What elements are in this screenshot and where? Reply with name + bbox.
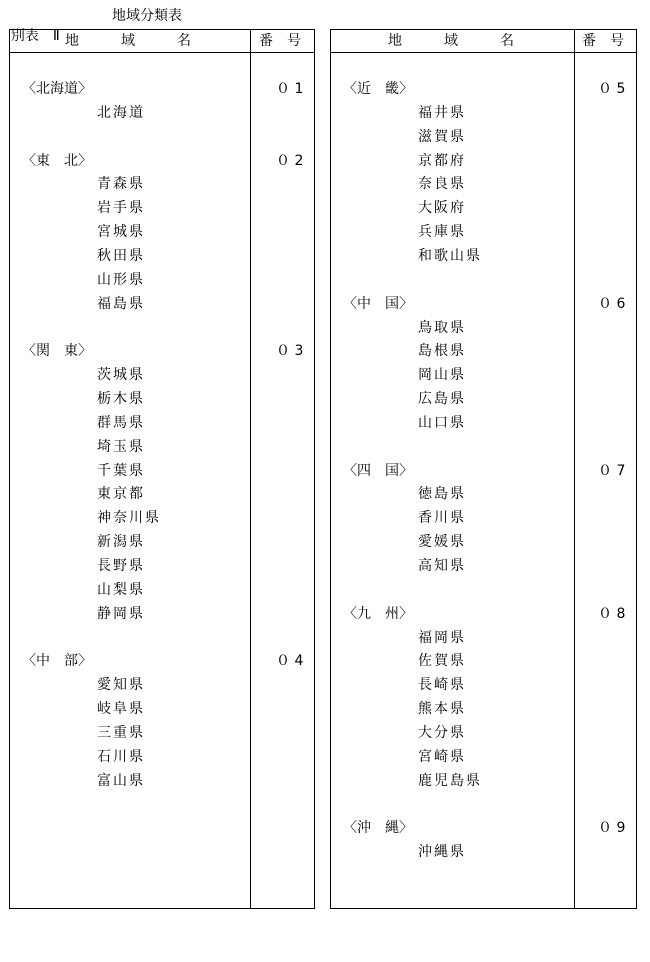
prefecture-name: 山口県 (418, 415, 466, 431)
region-row (331, 292, 636, 316)
prefecture-name: 岩手県 (97, 200, 145, 216)
prefecture-name: 広島県 (418, 391, 466, 407)
prefecture-name: 福島県 (97, 296, 145, 312)
prefecture-name: 鳥取県 (418, 320, 466, 336)
prefecture-name: 石川県 (97, 749, 145, 765)
prefecture-row (10, 268, 314, 292)
prefecture-name: 福岡県 (418, 630, 466, 646)
prefecture-name: 長野県 (97, 558, 145, 574)
prefecture-row (331, 626, 636, 650)
prefecture-name: 滋賀県 (418, 129, 466, 145)
prefecture-name: 茨城県 (97, 367, 145, 383)
header-number-col: 番 号 (259, 33, 301, 49)
region-code: ０ 7 (598, 463, 626, 479)
region-row (331, 77, 636, 101)
prefecture-name: 沖縄県 (418, 844, 466, 860)
prefecture-row (331, 530, 636, 554)
prefecture-row (10, 220, 314, 244)
right-region-table (330, 29, 637, 909)
prefecture-name: 愛媛県 (418, 534, 466, 550)
prefecture-name: 兵庫県 (418, 224, 466, 240)
region-name: 〈九 州〉 (343, 606, 413, 622)
table-header (10, 30, 314, 53)
prefecture-row (331, 482, 636, 506)
prefecture-row (10, 292, 314, 316)
prefecture-name: 奈良県 (418, 176, 466, 192)
header-name-col: 地 域 名 (65, 33, 191, 49)
prefecture-name: 島根県 (418, 343, 466, 359)
region-name: 〈近 畿〉 (343, 81, 413, 97)
prefecture-row (331, 387, 636, 411)
prefecture-name: 山形県 (97, 272, 145, 288)
prefecture-row (10, 721, 314, 745)
prefecture-row (10, 387, 314, 411)
prefecture-row (10, 459, 314, 483)
region-code: ０ 5 (598, 81, 626, 97)
prefecture-name: 栃木県 (97, 391, 145, 407)
prefecture-name: 長崎県 (418, 677, 466, 693)
prefecture-row (10, 745, 314, 769)
left-region-table (9, 29, 315, 909)
prefecture-row (331, 649, 636, 673)
prefecture-name: 富山県 (97, 773, 145, 789)
prefecture-row (10, 673, 314, 697)
prefecture-row (331, 673, 636, 697)
prefecture-row (331, 196, 636, 220)
region-name: 〈北海道〉 (22, 81, 92, 97)
prefecture-row (331, 316, 636, 340)
prefecture-row (331, 363, 636, 387)
prefecture-row (10, 101, 314, 125)
prefecture-name: 岐阜県 (97, 701, 145, 717)
region-name: 〈中 部〉 (22, 653, 92, 669)
prefecture-row (331, 101, 636, 125)
prefecture-name: 大分県 (418, 725, 466, 741)
prefecture-name: 神奈川県 (97, 510, 161, 526)
prefecture-row (331, 721, 636, 745)
prefecture-row (10, 482, 314, 506)
prefecture-name: 千葉県 (97, 463, 145, 479)
prefecture-row (10, 172, 314, 196)
prefecture-name: 岡山県 (418, 367, 466, 383)
prefecture-name: 徳島県 (418, 486, 466, 502)
prefecture-row (331, 172, 636, 196)
table-header (331, 30, 636, 53)
region-row (10, 649, 314, 673)
region-code: ０ 3 (276, 343, 304, 359)
prefecture-name: 鹿児島県 (418, 773, 482, 789)
region-code: ０ 1 (276, 81, 304, 97)
prefecture-row (331, 554, 636, 578)
region-row (10, 77, 314, 101)
prefecture-row (331, 220, 636, 244)
region-name: 〈四 国〉 (343, 463, 413, 479)
region-name: 〈中 国〉 (343, 296, 413, 312)
prefecture-row (331, 697, 636, 721)
prefecture-name: 福井県 (418, 105, 466, 121)
title-label: 別表 Ⅱ (10, 28, 60, 44)
prefecture-name: 群馬県 (97, 415, 145, 431)
prefecture-name: 三重県 (97, 725, 145, 741)
prefecture-name: 熊本県 (418, 701, 466, 717)
title-subtitle: 地域分類表 (112, 8, 182, 24)
prefecture-row (10, 196, 314, 220)
prefecture-row (10, 554, 314, 578)
prefecture-name: 高知県 (418, 558, 466, 574)
prefecture-name: 北海道 (97, 105, 145, 121)
prefecture-name: 埼玉県 (97, 439, 145, 455)
prefecture-name: 香川県 (418, 510, 466, 526)
prefecture-row (10, 244, 314, 268)
prefecture-name: 愛知県 (97, 677, 145, 693)
region-code: ０ 9 (598, 820, 626, 836)
header-name-col: 地 域 名 (388, 33, 514, 49)
prefecture-name: 静岡県 (97, 606, 145, 622)
prefecture-row (10, 697, 314, 721)
prefecture-row (331, 769, 636, 793)
region-name: 〈沖 縄〉 (343, 820, 413, 836)
prefecture-name: 京都府 (418, 153, 466, 169)
prefecture-name: 秋田県 (97, 248, 145, 264)
prefecture-name: 宮城県 (97, 224, 145, 240)
region-code: ０ 4 (276, 653, 304, 669)
prefecture-name: 青森県 (97, 176, 145, 192)
prefecture-row (10, 530, 314, 554)
prefecture-row (10, 506, 314, 530)
region-code: ０ 6 (598, 296, 626, 312)
prefecture-row (10, 411, 314, 435)
region-name: 〈東 北〉 (22, 153, 92, 169)
prefecture-name: 和歌山県 (418, 248, 482, 264)
prefecture-name: 佐賀県 (418, 653, 466, 669)
prefecture-name: 山梨県 (97, 582, 145, 598)
region-row (331, 459, 636, 483)
prefecture-row (331, 339, 636, 363)
prefecture-name: 新潟県 (97, 534, 145, 550)
prefecture-name: 宮崎県 (418, 749, 466, 765)
prefecture-row (331, 244, 636, 268)
region-row (10, 339, 314, 363)
prefecture-row (331, 840, 636, 864)
prefecture-name: 大阪府 (418, 200, 466, 216)
prefecture-row (331, 411, 636, 435)
region-code: ０ 8 (598, 606, 626, 622)
prefecture-row (331, 506, 636, 530)
prefecture-row (10, 435, 314, 459)
region-row (331, 816, 636, 840)
region-name: 〈関 東〉 (22, 343, 92, 359)
prefecture-row (10, 578, 314, 602)
prefecture-row (10, 769, 314, 793)
prefecture-row (331, 149, 636, 173)
prefecture-row (331, 125, 636, 149)
region-row (10, 149, 314, 173)
region-code: ０ 2 (276, 153, 304, 169)
prefecture-row (331, 745, 636, 769)
prefecture-row (10, 363, 314, 387)
prefecture-name: 東京都 (97, 486, 145, 502)
header-number-col: 番 号 (582, 33, 624, 49)
region-row (331, 602, 636, 626)
prefecture-row (10, 602, 314, 626)
